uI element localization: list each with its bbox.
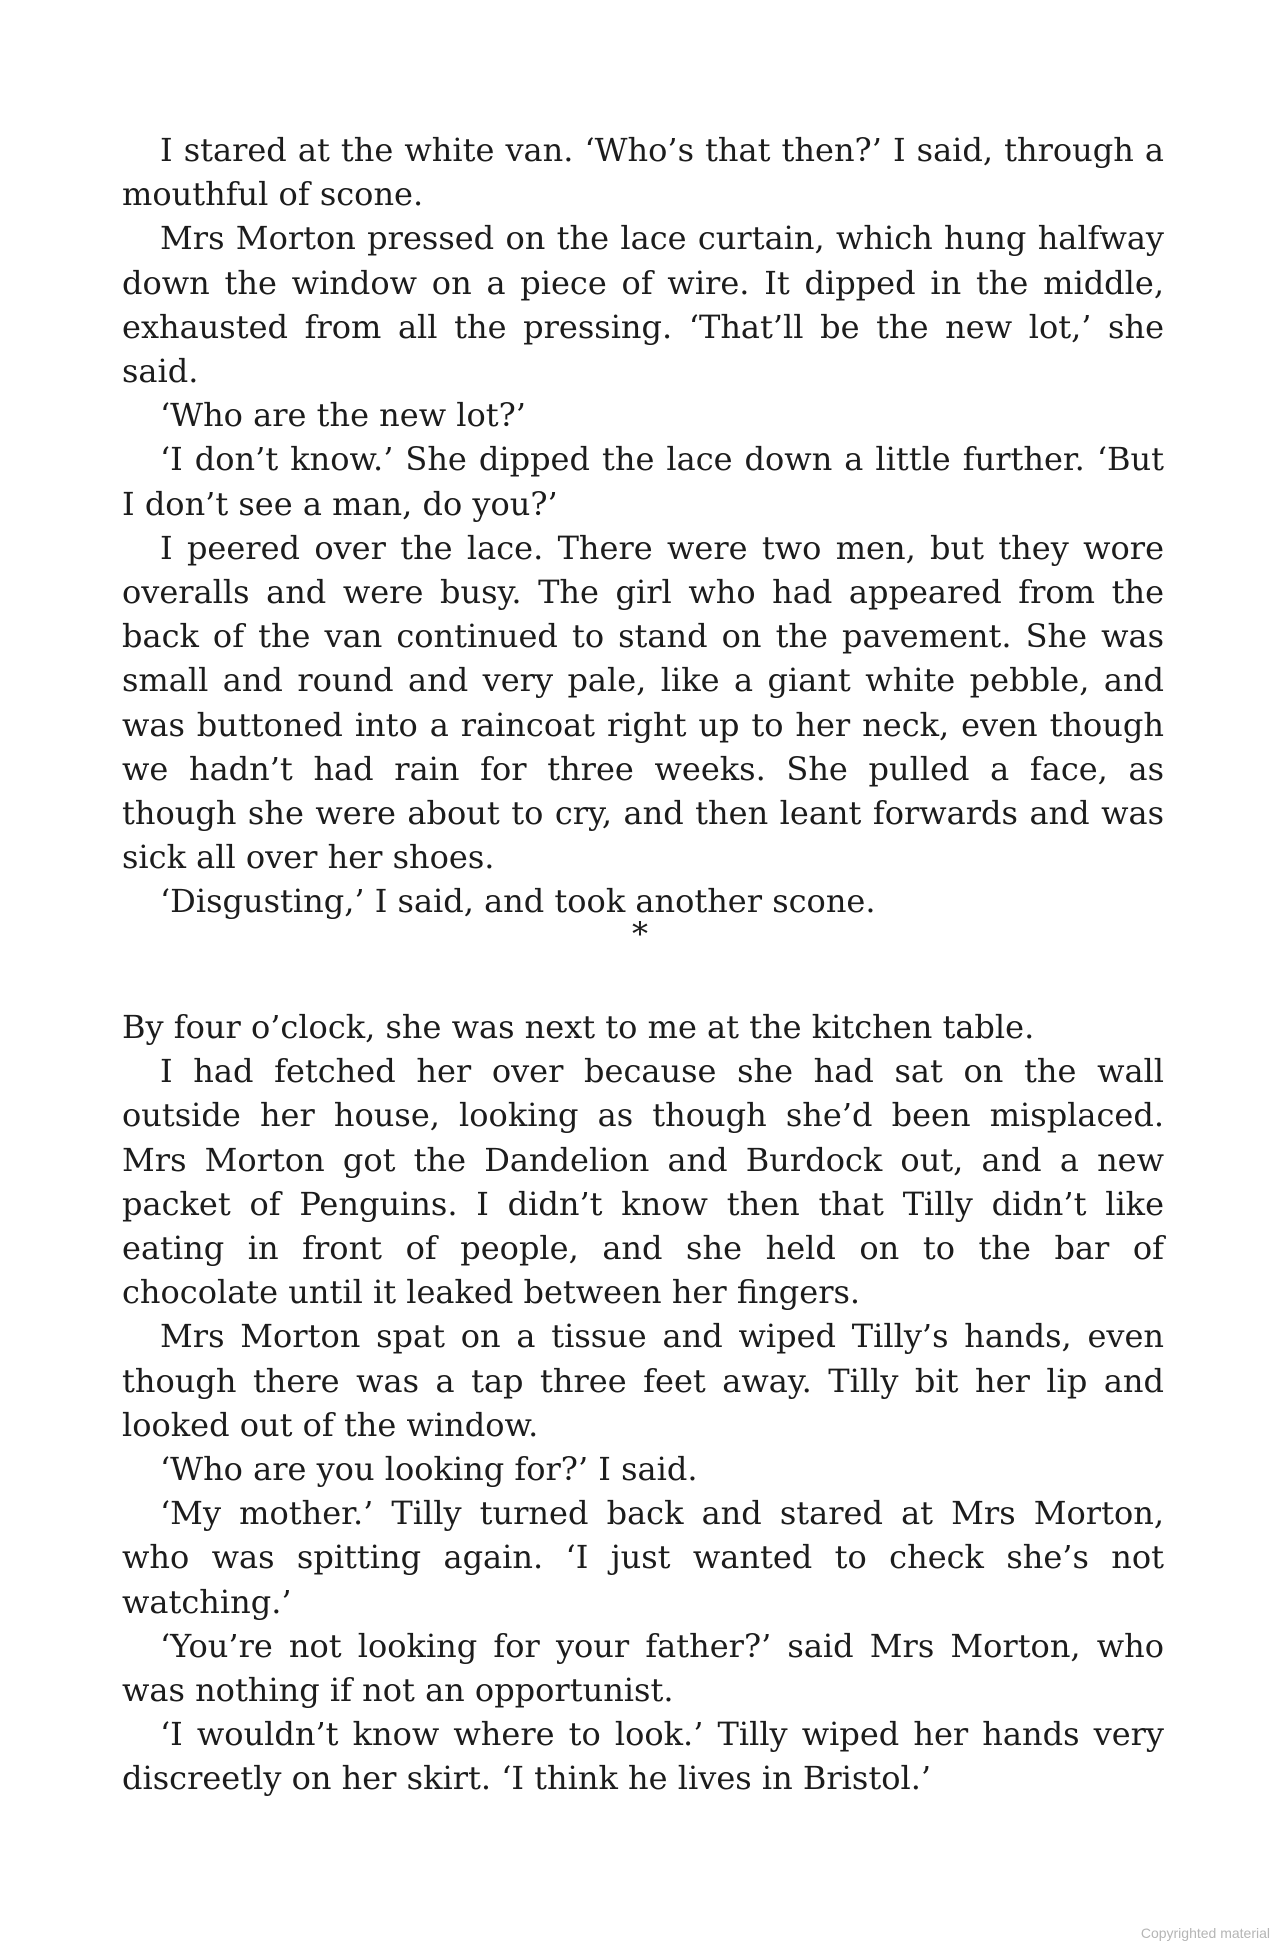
copyright-watermark: Copyrighted material xyxy=(1140,1925,1270,1941)
paragraph: ‘You’re not looking for your father?’ said Mrs Morton, who was nothing if not an opportunist. xyxy=(122,1626,1164,1710)
paragraph: I peered over the lace. There were two men, but they wore overalls and were busy. The girl who had appeared from the back of the van continued to stand on the pavement. She was small and round and very pale, like a giant white pebble, and was buttoned into a raincoat right up to her neck, even though we hadn’t had rain for three weeks. She pulled a face, as though she were about to cry, and then leant forwards and was sick all over her shoes. xyxy=(122,528,1164,877)
paragraph: I had fetched her over because she had sat on the wall outside her house, looking as though she’d been misplaced. Mrs Morton got the Dandelion and Burdock out, and a new packet of Penguins. I didn’t know then that Tilly didn’t like eating in front of people, and she held on to the bar of chocolate until it leaked between her fingers. xyxy=(122,1052,1164,1312)
paragraph: Mrs Morton pressed on the lace curtain, which hung halfway down the window on a piece of wire. It dipped in the middle, exhausted from all the pressing. ‘That’ll be the new lot,’ she said. xyxy=(122,219,1164,391)
paragraph: ‘I wouldn’t know where to look.’ Tilly wiped her hands very discreetly on her skirt. ‘I think he lives in Bristol.’ xyxy=(122,1715,1164,1798)
section-separator: * xyxy=(632,915,648,953)
paragraph: Mrs Morton spat on a tissue and wiped Tilly’s hands, even though there was a tap three feet away. Tilly bit her lip and looked out of the window. xyxy=(122,1317,1164,1444)
paragraph: ‘Who are you looking for?’ I said. xyxy=(160,1450,698,1489)
paragraph: ‘I don’t know.’ She dipped the lace down a little further. ‘But I don’t see a man, do you?’ xyxy=(122,440,1164,523)
section-two-text xyxy=(122,1005,1164,1801)
paragraph: ‘Disgusting,’ I said, and took another scone. xyxy=(160,882,876,921)
paragraph: By four o’clock, she was next to me at the kitchen table. xyxy=(122,1008,1035,1046)
paragraph: I stared at the white van. ‘Who’s that then?’ I said, through a mouthful of scone. xyxy=(122,131,1164,214)
paragraph: ‘My mother.’ Tilly turned back and stared at Mrs Morton, who was spitting again. ‘I just wanted to check she’s not watching.’ xyxy=(122,1494,1164,1621)
section-one-text xyxy=(122,128,1164,924)
paragraph: ‘Who are the new lot?’ xyxy=(160,396,526,435)
